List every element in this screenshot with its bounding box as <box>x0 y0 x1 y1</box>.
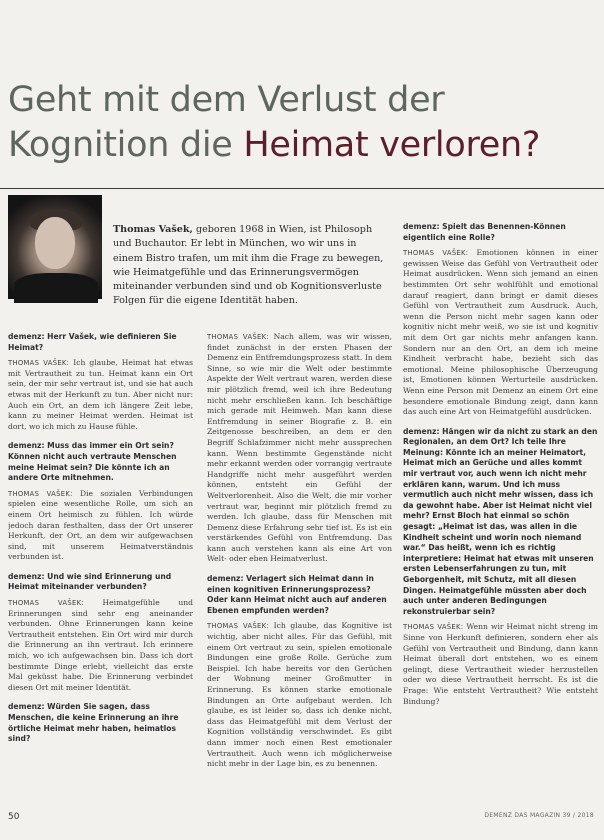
page-number: 50 <box>8 812 20 822</box>
question: demenz: Verlagert sich Heimat dann in einen kognitiven Erinnerungsprozess? Oder kann Heimat nicht auch auf anderen Ebenen empfunden werden? <box>207 574 387 615</box>
title-line-2-start: Kognition die <box>8 125 244 165</box>
column-1 <box>8 332 193 802</box>
article-title <box>8 78 598 168</box>
intro-name: Thomas Vašek, <box>113 224 193 235</box>
answer: THOMAS VAŠEK: Emotionen können in einer gewissen Weise das Gefühl von Vertrautheit oder Heimat ausdrücken. Wenn sich jemand an einen bestimmten Ort sehr wohlfühlt und emotional darauf reagiert, dann bringt er damit dieses Gefühl von Vertrautheit zum Ausdruck. Auch, wenn die Person nicht mehr sagen kann oder kognitiv nicht mehr weiß, wo sie ist und kognitiv mit dem Ort gar nichts mehr anfangen kann. Sondern nur an den Ort, an dem ich meine Kindheit verbracht habe, bezieht sich das emotional. Meine philosophische Überzeugung ist, Emotionen können Werturteile ausdrücken. Wenn eine Person mit Demenz an einem Ort eine besondere emotionale Bindung zeigt, dann kann das auch eine Art von Heimatgefühl ausdrücken. <box>403 248 598 417</box>
answer: THOMAS VAŠEK: Heimatgefühle und Erinnerungen sind sehr eng aneinander verbunden. Ohne Erinnerungen kann keine Vertrautheit entstehen. Ein Ort wird mir durch die Erinnerung an ihn vertraut. Ich erinnere mich, wo ich aufgewachsen bin. Dass ich dort bestimmte Dinge erlebt, vielleicht das erste Mal geküsst habe. Die Erinnerung verbindet diesen Ort mit meiner Identität. <box>8 598 193 692</box>
column-2 <box>207 332 392 802</box>
question: demenz: Hängen wir da nicht zu stark an den Regionalen, an dem Ort? Ich teile Ihre Meinung: Könnte ich an meiner Heimatort, Heimat mich an Gerüche und alles kommt mir vertraut vor, auch wenn ich nicht mehr erklären kann, warum. Und ich muss vermutlich auch nicht mehr wissen, dass ich da gewohnt habe. Aber ist Heimat nicht viel mehr? Ernst Bloch hat einmal so schön gesagt: „Heimat ist das, was allen in die Kindheit scheint und worin noch niemand war.“ Das heißt, wenn ich es richtig interpretiere: Heimat hat etwas mit unseren ersten Lebenserfahrungen zu tun, mit Geborgenheit, mit Schutz, mit all diesen Dingen. Heimatgefühle müssten aber doch auch unter anderen Bedingungen rekonstruierbar sein? <box>403 426 598 616</box>
title-divider <box>0 188 604 189</box>
column-3 <box>403 222 598 807</box>
question: demenz: Würden Sie sagen, dass Menschen, die keine Erinnerung an ihre örtliche Heimat mehr haben, heimatlos sind? <box>8 702 179 744</box>
title-accent: Heimat verloren? <box>243 125 541 165</box>
question: demenz: Herr Vašek, wie definieren Sie Heimat? <box>8 332 177 352</box>
answer: THOMAS VAŠEK: Ich glaube, Heimat hat etwas mit Vertrautheit zu tun. Heimat kann ein Ort sein, der mir sehr vertraut ist, und sie hat auch etwas mit der Herkunft zu tun. Aber nicht nur: Auch ein Ort, an dem ich längere Zeit lebe, kann zu meiner Heimat werden. Heimat ist dort, wo ich mich zu Hause fühle. <box>8 358 193 431</box>
question: demenz: Und wie sind Erinnerung und Heimat miteinander verbunden? <box>8 571 172 592</box>
intro-paragraph <box>113 223 385 309</box>
answer: THOMAS VAŠEK: Wenn wir Heimat nicht streng im Sinne von Herkunft definieren, sondern eher als Gefühl von Vertrautheit und Bindung, dann kann Heimat überall dort entstehen, wo es einem gelingt, diese Vertrautheit wieder herzustellen oder wo diese Vertrautheit herrscht. Es ist die Frage: Wie entsteht Vertrautheit? Wie entsteht Bindung? <box>403 622 598 706</box>
answer: THOMAS VAŠEK: Nach allem, was wir wissen, findet zunächst in der ersten Phasen der Demenz ein Entfremdungsprozess statt. In dem Sinne, so wie mir die Welt oder bestimmte Aspekte der Welt vertraut waren, werden diese mir plötzlich fremd, weil ich ihre Bedeutung nicht mehr erschließen kann. Ich beschäftige mich gerade mit Heimweh. Man kann diese Entfremdung in seiner Biografie z. B. ein Zeitgenosse beschreiben, an dem er den Begriff Schlafzimmer nicht mehr aussprechen kann. Wenn bestimmte Gegenstände nicht mehr erkannt werden oder vorrangig vertraute Handgriffe nicht mehr ausgeführt werden können, entsteht ein Gefühl der Weltverlorenheit. Also die Welt, die mir vorher vertraut war, beginnt mir plötzlich fremd zu werden. Ich glaube, dass für Menschen mit Demenz diese Erfahrung sehr tief ist. Es ist ein verstärkendes Gefühl von Entfremdung. Das kann auch verstehen kann als eine Art von Welt- oder eben Heimatverlust. <box>207 332 392 564</box>
intro-text: geboren 1968 in Wien, ist Philosoph und Buchautor. Er lebt in München, wo wir uns in einem Bistro trafen, um mit ihm die Frage zu bewegen, wie Heimatgefühle und das Erinnerungsvermögen miteinander verbunden sind und ob Kognitionsverluste Folgen für die eigene Identität haben. <box>113 224 384 307</box>
question: demenz: Muss das immer ein Ort sein? Können nicht auch vertraute Menschen meine Heimat sein? Die könnte ich an andere Orte mitnehmen. <box>8 441 177 483</box>
author-portrait-photo <box>8 195 102 299</box>
answer: THOMAS VAŠEK: Die sozialen Verbindungen spielen eine wesentliche Rolle, um sich an einem Ort heimisch zu fühlen. Ich würde jedoch daran festhalten, dass der Ort unserer Herkunft, der Ort, an dem wir aufgewachsen sind, mit unserem Heimatverständnis verbunden ist. <box>8 488 193 562</box>
title-line-1: Geht mit dem Verlust der <box>8 80 445 120</box>
title-line-2 <box>8 123 598 168</box>
question: demenz: Spielt das Benennen-Können eigentlich eine Rolle? <box>403 222 566 242</box>
magazine-footer: DEMENZ DAS MAGAZIN 39 / 2018 <box>484 812 594 819</box>
answer: THOMAS VAŠEK: Ich glaube, das Kognitive ist wichtig, aber nicht alles. Für das Gefühl, mit einem Ort vertraut zu sein, spielen emotionale Bindungen eine große Rolle. Gerüche zum Beispiel. Ich habe bereits vor den Gerüchen der Wohnung meiner Großmutter in Erinnerung. Es können starke emotionale Bindungen an Orte aufgebaut werden. Ich glaube, es ist leider so, dass ich denke nicht, dass das Heimatgefühl mit dem Verlust der Kognition vollständig verschwindet. Es gibt dann immer noch einen Rest emotionaler Vertrautheit. Auch wenn ich möglicherweise nicht mehr in der Lage bin, es zu benennen. <box>207 621 392 769</box>
